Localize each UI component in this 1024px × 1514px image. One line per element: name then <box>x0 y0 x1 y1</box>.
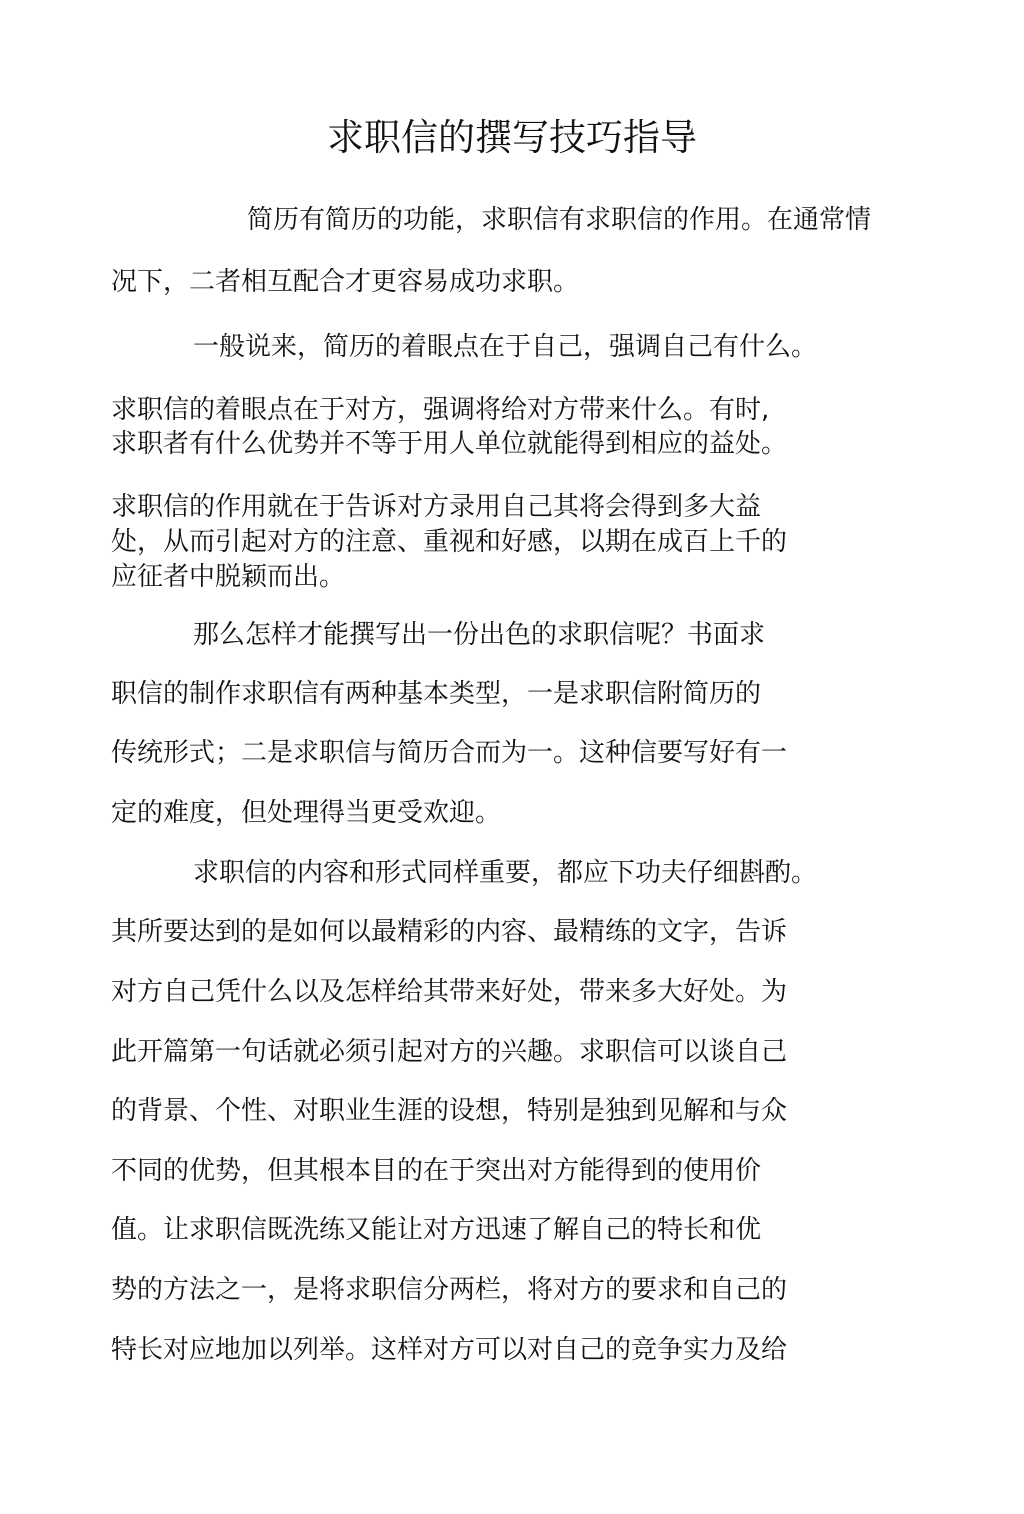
text-line: 职信的制作求职信有两种基本类型，一是求职信附简历的 <box>111 679 762 709</box>
text-line: 此开篇第一句话就必须引起对方的兴趣。求职信可以谈自己 <box>111 1037 788 1067</box>
text-line: 传统形式；二是求职信与简历合而为一。这种信要写好有一 <box>111 738 788 768</box>
text-line: 不同的优势，但其根本目的在于突出对方能得到的使用价 <box>111 1156 762 1186</box>
text-line: 一般说来，简历的着眼点在于自己，强调自己有什么。 <box>193 332 818 362</box>
text-line: 简历有简历的功能，求职信有求职信的作用。在通常情 <box>247 205 872 235</box>
text-line: 其所要达到的是如何以最精彩的内容、最精练的文字，告诉 <box>111 917 788 947</box>
text-line: 特长对应地加以列举。这样对方可以对自己的竞争实力及给 <box>111 1335 788 1365</box>
text-line: 况下，二者相互配合才更容易成功求职。 <box>111 267 580 297</box>
text-line: 的背景、个性、对职业生涯的设想，特别是独到见解和与众 <box>111 1096 788 1126</box>
text-line: 求职信的作用就在于告诉对方录用自己其将会得到多大益 <box>111 492 762 522</box>
text-line: 定的难度，但处理得当更受欢迎。 <box>111 798 502 828</box>
text-line: 值。让求职信既洗练又能让对方迅速了解自己的特长和优 <box>111 1215 762 1245</box>
text-line: 求职信的内容和形式同样重要，都应下功夫仔细斟酌。 <box>193 858 818 888</box>
document-title: 求职信的撰写技巧指导 <box>327 116 697 159</box>
text-line: 处，从而引起对方的注意、重视和好感，以期在成百上千的 <box>111 527 788 557</box>
text-line: 应征者中脱颖而出。 <box>111 562 346 592</box>
text-line: 那么怎样才能撰写出一份出色的求职信呢？书面求 <box>193 620 766 650</box>
text-line: 求职者有什么优势并不等于用人单位就能得到相应的益处。 <box>111 429 788 459</box>
text-line: 势的方法之一，是将求职信分两栏，将对方的要求和自己的 <box>111 1275 788 1305</box>
text-line: 对方自己凭什么以及怎样给其带来好处，带来多大好处。为 <box>111 977 788 1007</box>
text-line: 求职信的着眼点在于对方，强调将给对方带来什么。有时, <box>111 395 770 425</box>
